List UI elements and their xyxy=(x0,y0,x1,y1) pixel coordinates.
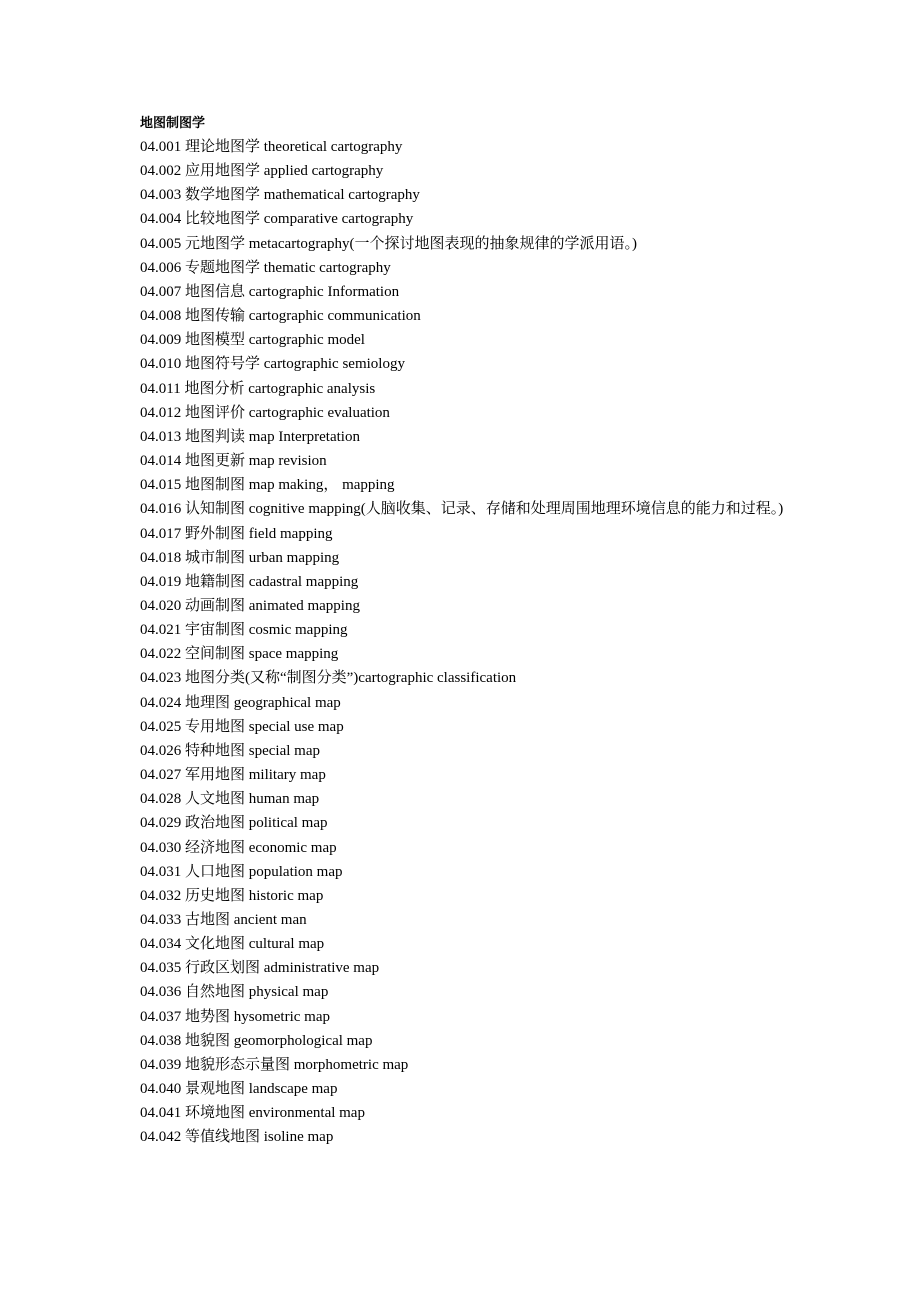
glossary-entry: 04.009 地图模型 cartographic model xyxy=(140,332,365,349)
glossary-entry: 04.027 军用地图 military map xyxy=(140,767,326,784)
glossary-entry: 04.020 动画制图 animated mapping xyxy=(140,597,360,614)
glossary-entry: 04.008 地图传输 cartographic communication xyxy=(140,308,421,325)
glossary-entry: 04.005 元地图学 metacartography(一个探讨地图表现的抽象规律的学派用语。) xyxy=(140,235,638,252)
glossary-entry: 04.024 地理图 geographical map xyxy=(140,694,341,711)
glossary-entry: 04.018 城市制图 urban mapping xyxy=(140,549,340,566)
glossary-entry: 04.010 地图符号学 cartographic semiology xyxy=(140,356,405,373)
glossary-entry: 04.029 政治地图 political map xyxy=(140,815,328,832)
glossary-entry: 04.033 古地图 ancient man xyxy=(140,912,307,928)
glossary-entry: 04.022 空间制图 space mapping xyxy=(140,646,339,663)
glossary-entry: 04.021 宇宙制图 cosmic mapping xyxy=(140,622,348,639)
glossary-entry: 04.038 地貌图 geomorphological map xyxy=(140,1032,373,1049)
glossary-entry: 04.036 自然地图 physical map xyxy=(140,984,329,1001)
glossary-entry: 04.037 地势图 hysometric map xyxy=(140,1008,330,1025)
document-page xyxy=(140,113,790,1150)
glossary-entry: 04.019 地籍制图 cadastral mapping xyxy=(140,573,359,590)
glossary-entry: 04.016 认知制图 cognitive mapping(人脑收集、记录、存储和处理周围地理环境信息的能力和过程。) xyxy=(140,501,784,518)
glossary-entry: 04.026 特种地图 special map xyxy=(140,742,320,759)
glossary-entry: 04.002 应用地图学 applied cartography xyxy=(140,163,384,180)
glossary-entry: 04.030 经济地图 economic map xyxy=(140,839,337,856)
glossary-entry: 04.039 地貌形态示量图 morphometric map xyxy=(140,1056,409,1073)
glossary-entry: 04.014 地图更新 map revision xyxy=(140,453,327,470)
glossary-entry: 04.015 地图制图 map making， mapping xyxy=(140,477,395,494)
glossary-entry: 04.041 环境地图 environmental map xyxy=(140,1105,365,1122)
glossary-entry: 04.012 地图评价 cartographic evaluation xyxy=(140,404,390,421)
glossary-entry: 04.011 地图分析 cartographic analysis xyxy=(140,380,376,397)
glossary-entry: 04.023 地图分类(又称“制图分类”)cartographic classification xyxy=(140,670,517,687)
glossary-entry: 04.025 专用地图 special use map xyxy=(140,718,344,735)
glossary-entry: 04.034 文化地图 cultural map xyxy=(140,936,325,953)
glossary-list xyxy=(140,135,790,1150)
glossary-entry: 04.013 地图判读 map Interpretation xyxy=(140,428,360,445)
glossary-entry: 04.003 数学地图学 mathematical cartography xyxy=(140,187,420,204)
glossary-entry: 04.040 景观地图 landscape map xyxy=(140,1081,338,1098)
glossary-entry: 04.007 地图信息 cartographic Information xyxy=(140,283,400,300)
glossary-entry: 04.028 人文地图 human map xyxy=(140,791,320,808)
glossary-entry: 04.017 野外制图 field mapping xyxy=(140,525,333,542)
document-title: 地图制图学 xyxy=(140,115,206,130)
glossary-entry: 04.031 人口地图 population map xyxy=(140,863,343,880)
glossary-entry: 04.035 行政区划图 administrative map xyxy=(140,960,380,977)
glossary-entry: 04.004 比较地图学 comparative cartography xyxy=(140,211,414,228)
glossary-entry: 04.006 专题地图学 thematic cartography xyxy=(140,259,391,276)
glossary-entry: 04.032 历史地图 historic map xyxy=(140,887,324,904)
glossary-entry: 04.001 理论地图学 theoretical cartography xyxy=(140,139,403,155)
glossary-entry: 04.042 等值线地图 isoline map xyxy=(140,1129,334,1146)
